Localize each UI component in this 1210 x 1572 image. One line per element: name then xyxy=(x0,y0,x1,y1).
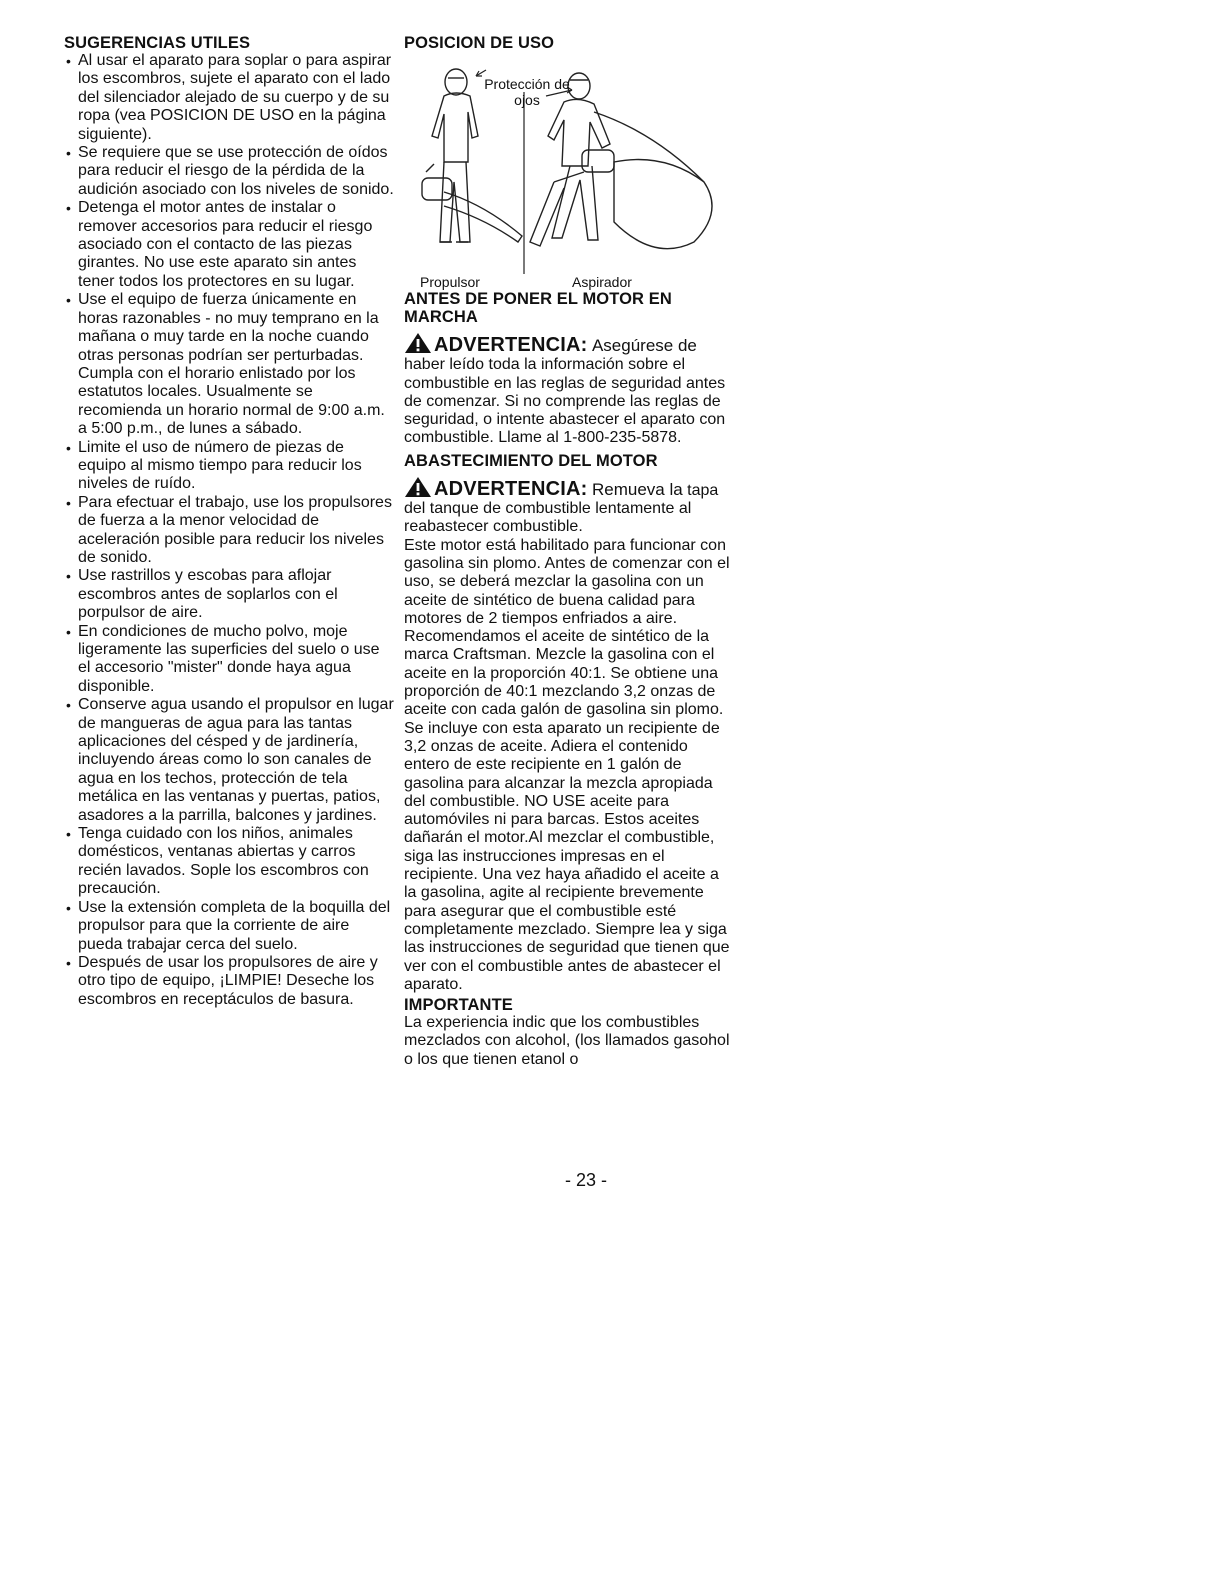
operating-position-figure xyxy=(404,52,734,290)
list-item: • Se requiere que se use protección de oídos para reducir el riesgo de la pérdida de la audición asociado con los niveles de sonido. xyxy=(64,144,394,199)
list-item: • Conserve agua usando el propulsor en lugar de mangueras de agua para las tantas aplicaciones del césped y de jardinería, incluyendo áreas como lo son canales de agua en los techos, protección de tela metálica en las ventanas y puertas, patios, asadores a la parrilla, balcones y jardines. xyxy=(64,696,394,825)
list-item: • Para efectuar el trabajo, use los propulsores de fuerza a la menor velocidad de aceleración posible para reducir los niveles de sonido. xyxy=(64,494,394,568)
vacuum-caption: Aspirador xyxy=(572,274,632,290)
list-item: • Use la extensión completa de la boquilla del propulsor para que la corriente de aire pueda trabajar cerca del suelo. xyxy=(64,899,394,954)
list-item: • Después de usar los propulsores de aire y otro tipo de equipo, ¡LIMPIE! Deseche los escombros en receptáculos de basura. xyxy=(64,954,394,1009)
list-item: • En condiciones de mucho polvo, moje ligeramente las superficies del suelo o use el accesorio "mister" donde haya agua disponible. xyxy=(64,623,394,697)
warning-title: ADVERTENCIA: xyxy=(434,477,588,500)
important-heading: IMPORTANTE xyxy=(404,996,513,1015)
left-column xyxy=(64,34,394,1009)
fueling-paragraph: Este motor está habilitado para funcionar con gasolina sin plomo. Antes de comenzar con el uso, se deberá mezclar la gasolina con un aceite de sintético de buena calidad para motores de 2 tiempos enfriados a aire. Recomendamos el aceite de sintético de la marca Craftsman. Mezcle la gasolina con el aceite en la proporción 40:1. Se obtiene una proporción de 40:1 mezclando 3,2 onzas de aceite con cada galón de gasolina sin plomo. Se incluye con esta aparato un recipiente de 3,2 onzas de aceite. Adiera el contenido entero de este recipiente en 1 galón de gasolina para alcanzar la mezcla apropiada del combustible. NO USE aceite para automóviles ni para barcas. Estos aceites dañarán el motor.Al mezclar el combustible, siga las instrucciones impresas en el recipiente. Una vez haya añadido el aceite a la gasolina, agite al recipiente brevemente para asegurar que el combustible esté completamente mezclado. Siempre lea y siga las instrucciones de seguridad que tienen que ver con el combustible antes de abastecer el aparato. xyxy=(404,536,730,993)
list-item: • Limite el uso de número de piezas de equipo al mismo tiempo para reducir los niveles de ruído. xyxy=(64,439,394,494)
start-engine-heading: ANTES DE PONER EL MOTOR EN MARCHA xyxy=(404,290,672,326)
page-number xyxy=(0,1170,1210,1191)
warning-text: tapa del tanque de combustible lentamente al reabastecer combustible. xyxy=(404,481,719,536)
warning-title: ADVERTENCIA: xyxy=(434,334,588,356)
list-item: • Al usar el aparato para soplar o para aspirar los escombros, sujete el aparato con el lado del silenciador alejado de su cuerpo y de su ropa (vea POSICION DE USO en la página siguiente). xyxy=(64,52,394,144)
list-item: • Use rastrillos y escobas para aflojar escombros antes de soplarlos con el porpulsor de aire. xyxy=(64,567,394,622)
eye-protection-label: Protección de ojos xyxy=(484,76,570,108)
list-item: • Tenga cuidado con los niños, animales domésticos, ventanas abiertas y carros recién lavados. Sople los escombros con precaución. xyxy=(64,825,394,899)
warning-text: haber leído toda la información sobre el combustible en las reglas de seguridad antes de comenzar. Si no comprende las reglas de seguridad, o intente abastecer el aparato con combustible. Llame al 1-800-235-5878. xyxy=(404,356,726,447)
important-paragraph: La experiencia indic que los combustibles mezclados con alcohol, (los llamados gasohol o los que tienen etanol o xyxy=(404,1014,730,1068)
warning-block-2 xyxy=(404,476,734,537)
right-column xyxy=(404,34,734,1069)
list-item: • Use el equipo de fuerza únicamente en horas razonables - no muy temprano en la mañana o muy tarde en la noche cuando otras personas podrían ser perturbadas. Cumpla con el horario enlistado por los estatutos locales. Usualmente se recomienda un horario normal de 9:00 a.m. a 5:00 p.m., de lunes a sábado. xyxy=(64,291,394,438)
tips-list xyxy=(64,52,394,1009)
warning-triangle-icon xyxy=(404,332,432,354)
blower-caption: Propulsor xyxy=(420,274,480,290)
warning-block-1 xyxy=(404,332,734,448)
tips-heading: SUGERENCIAS UTILES xyxy=(64,34,251,52)
list-item: • Detenga el motor antes de instalar o remover accesorios para reducir el riesgo asociado con el contacto de las piezas girantes. No use este aparato sin antes tener todos los protectores en su lugar. xyxy=(64,199,394,291)
position-heading: POSICION DE USO xyxy=(404,34,555,52)
warning-lead: Asegúrese de xyxy=(591,336,697,355)
fueling-heading: ABASTECIMIENTO DEL MOTOR xyxy=(404,451,658,470)
warning-triangle-icon xyxy=(404,476,432,498)
page-number-text: - 23 - xyxy=(564,1170,607,1190)
warning-lead: Remueva la xyxy=(591,479,683,499)
